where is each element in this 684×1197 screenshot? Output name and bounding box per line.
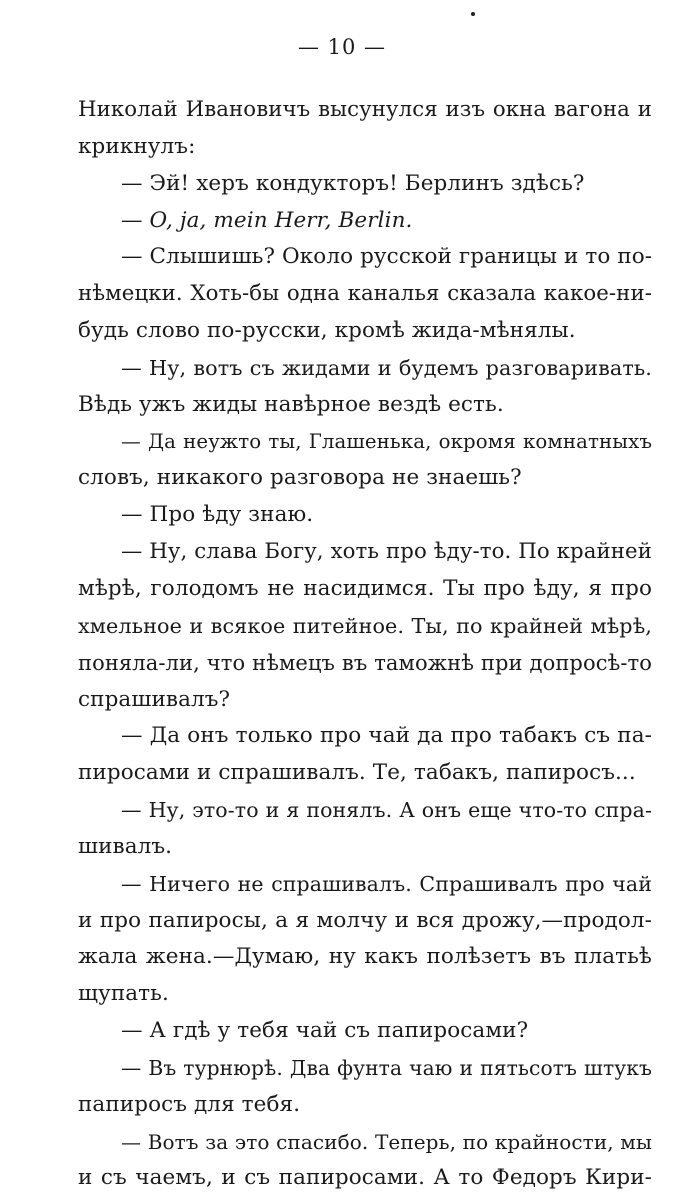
text-line: щупать. <box>78 981 169 1007</box>
text-line: — Эй! херъ кондукторъ! Берлинъ здѣсь? <box>121 170 585 196</box>
text-line: — Да онъ только про чай да про табакъ съ па- <box>121 723 652 749</box>
text-line: — А гдѣ у тебя чай съ папиросами? <box>121 1018 529 1044</box>
text-line: — O, ja, mein Herr, Berlin. <box>121 207 413 233</box>
text-line: — Слышишь? Около русской границы и то по- <box>121 244 653 270</box>
text-line: будь слово по-русски, кромѣ жида-мѣнялы. <box>78 318 576 344</box>
text-line: жала жена.—Думаю, ну какъ полѣзетъ въ платьѣ <box>78 944 652 970</box>
text-line: — Да неужто ты, Глашенька, окромя комнатныхъ <box>121 429 652 453</box>
text-line: поняла-ли, что нѣмецъ въ таможнѣ при допросѣ-то <box>78 650 652 675</box>
text-line: — Вотъ за это спасибо. Теперь, по крайности, мы <box>121 1129 652 1154</box>
text-line: словъ, никакого разговора не знаешь? <box>78 465 522 491</box>
text-line: пиросами и спрашивалъ. Те, табакъ, папиросъ... <box>78 760 636 786</box>
text-line: нѣмецки. Хоть-бы одна каналья сказала какое-ни- <box>78 281 652 307</box>
text-line: спрашивалъ? <box>78 686 231 712</box>
text-line: папиросъ для тебя. <box>78 1091 301 1117</box>
text-line: — Ну, вотъ съ жидами и будемъ разговаривать. <box>121 355 652 380</box>
text-line: и про папиросы, а я молчу и вся дрожу,—продол- <box>78 907 652 933</box>
body-text <box>78 92 652 1197</box>
print-speck <box>471 12 475 16</box>
text-line: крикнулъ: <box>78 133 196 159</box>
text-line: — Про ѣду знаю. <box>121 502 314 528</box>
text-line: — Ничего не спрашивалъ. Спрашивалъ про чай <box>121 871 652 896</box>
page-number: — 10 — <box>297 35 387 59</box>
text-line: и съ чаемъ, и съ папиросами. А то Федоръ Кири- <box>78 1165 652 1191</box>
text-line: мѣрѣ, голодомъ не насидимся. Ты про ѣду, я про <box>78 575 652 601</box>
text-line: — Ну, слава Богу, хоть про ѣду-то. По крайней <box>121 539 652 565</box>
text-line: хмельное и всякое питейное. Ты, по крайней мѣрѣ, <box>78 613 652 638</box>
text-line: Вѣдь ужъ жиды навѣрное вездѣ есть. <box>78 391 504 417</box>
text-line: шивалъ. <box>78 833 173 859</box>
text-line: — Въ турнюрѣ. Два фунта чаю и пятьсотъ штукъ <box>121 1055 652 1080</box>
text-line: — Ну, это-то и я понялъ. А онъ еще что-то спра- <box>121 798 652 823</box>
text-line: Николай Ивановичъ высунулся изъ окна вагона и <box>78 97 652 122</box>
